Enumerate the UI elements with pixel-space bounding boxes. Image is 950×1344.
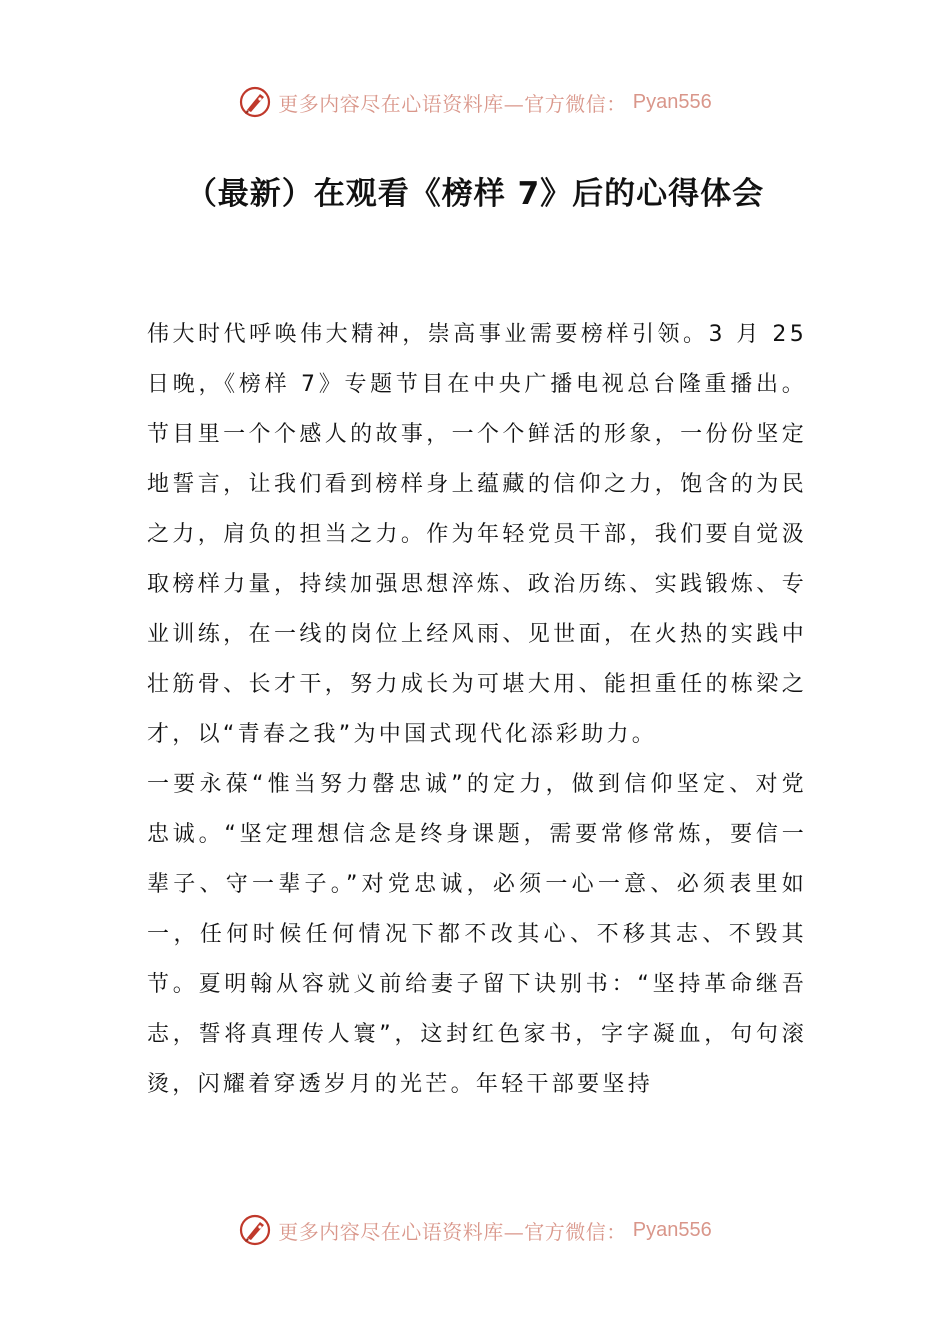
watermark-wechat-handle: Pyan556 bbox=[632, 1218, 712, 1241]
watermark-text: 更多内容尽在心语资料库—官方微信： bbox=[278, 91, 627, 116]
body-paragraph-2: 一要永葆“惟当努力罄忠诚”的定力，做到信仰坚定、对党忠诚。“坚定理想信念是终身课题，需要常修常炼，要信一辈子、守一辈子。”对党忠诚，必须一心一意、必须表里如一，任何时候任何情况下都不改其心、不移其志、不毁其节。夏明翰从容就义前给妻子留下诀别书：“坚持革命继吾志，誓将真理传人寰”，这封红色家书，字字凝血，句句滚烫，闪耀着穿透岁月的光芒。年轻干部要坚持 bbox=[147, 772, 807, 1097]
pen-nib-logo-icon bbox=[238, 1213, 272, 1247]
document-body bbox=[147, 310, 807, 1110]
body-paragraph-1: 伟大时代呼唤伟大精神，崇高事业需要榜样引领。3 月 25 日晚，《榜样 7》专题节目在中央广播电视总台隆重播出。节目里一个个感人的故事，一个个鲜活的形象，一份份坚定地誓言，让我们看到榜样身上蕴藏的信仰之力，饱含的为民之力，肩负的担当之力。作为年轻党员干部，我们要自觉汲取榜样力量，持续加强思想淬炼、政治历练、实践锻炼、专业训练，在一线的岗位上经风雨、见世面，在火热的实践中壮筋骨、长才干，努力成长为可堪大用、能担重任的栋梁之才，以“青春之我”为中国式现代化添彩助力。 bbox=[147, 322, 807, 747]
document-title: （最新）在观看《榜样 7》后的心得体会 bbox=[185, 176, 765, 212]
header-watermark-banner bbox=[0, 82, 950, 122]
watermark-text: 更多内容尽在心语资料库—官方微信： bbox=[278, 1219, 627, 1244]
pen-nib-logo-icon bbox=[238, 85, 272, 119]
watermark-wechat-handle: Pyan556 bbox=[632, 90, 712, 113]
footer-watermark-banner bbox=[0, 1210, 950, 1250]
